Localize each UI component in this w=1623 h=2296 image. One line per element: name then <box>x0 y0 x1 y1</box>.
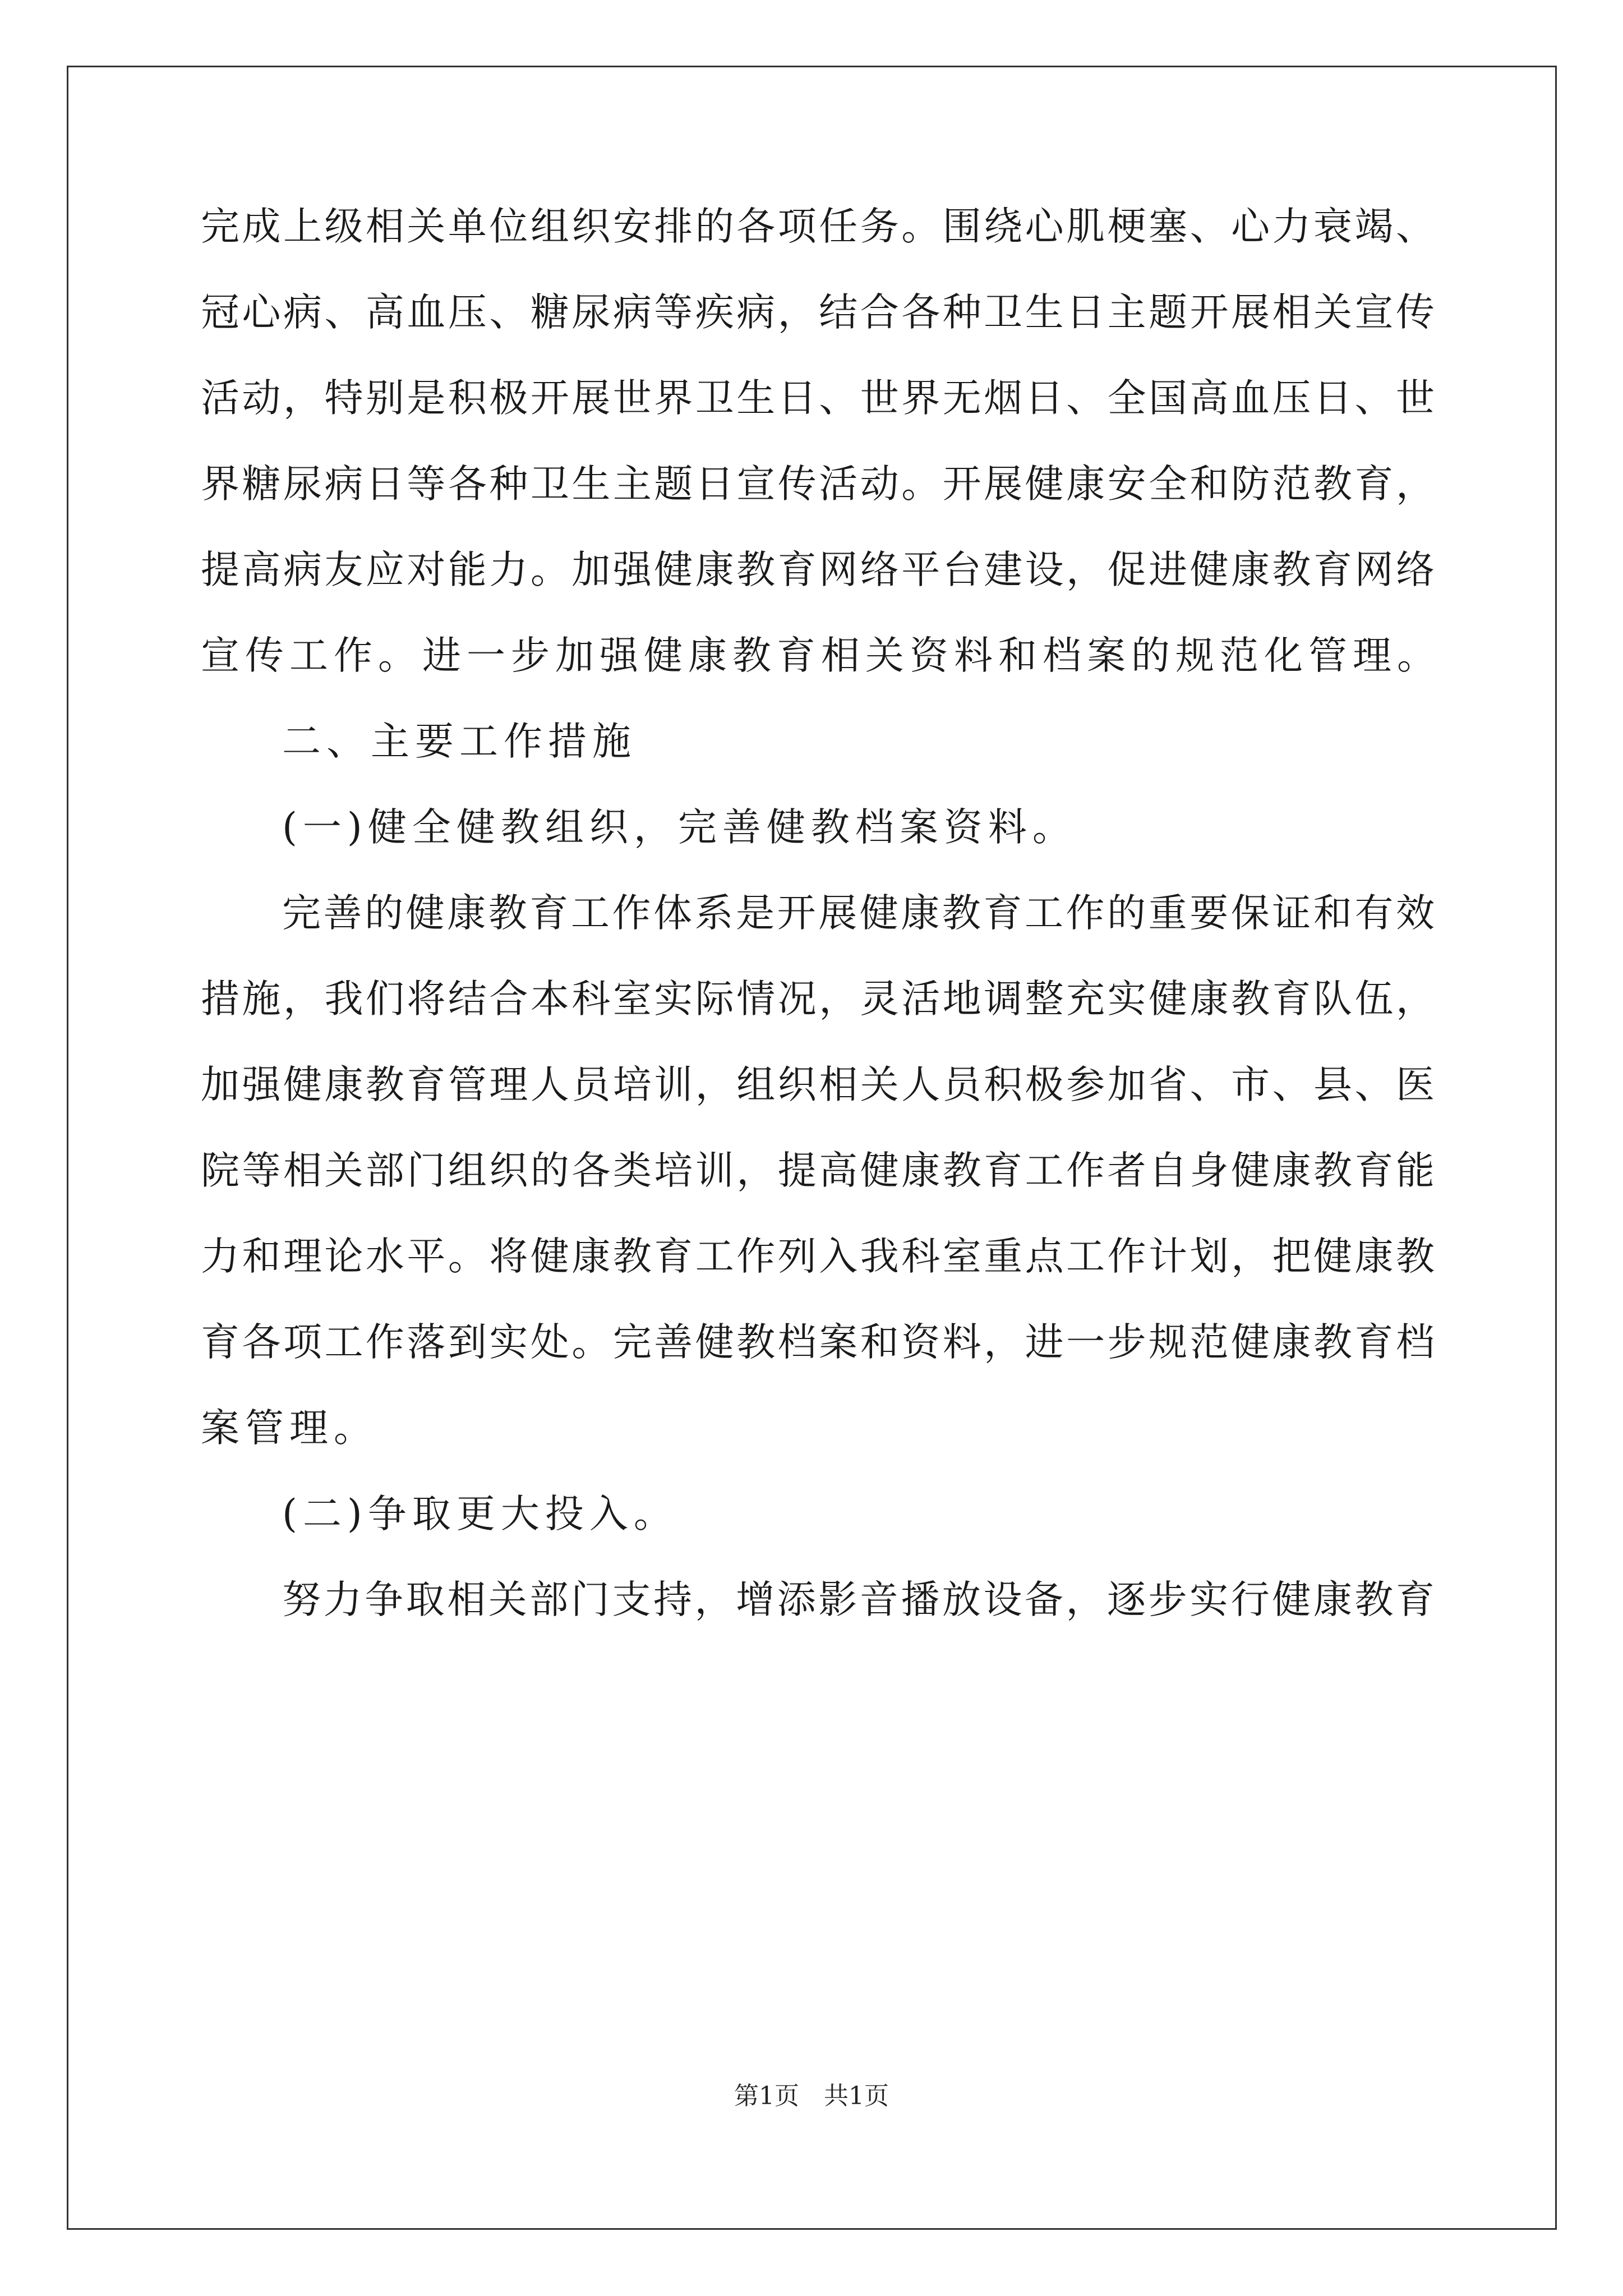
text-line: 提高病友应对能力。加强健康教育网络平台建设，促进健康教育网络 <box>201 547 1435 592</box>
text-line: 宣传工作。进一步加强健康教育相关资料和档案的规范化管理。 <box>201 633 1441 678</box>
page-number: 第1页 <box>734 2082 799 2110</box>
subsection-heading: (二)争取更大投入。 <box>282 1492 678 1536</box>
paragraph-first-line: 完善的健康教育工作体系是开展健康教育工作的重要保证和有效 <box>282 891 1435 936</box>
text-line: 育各项工作落到实处。完善健教档案和资料，进一步规范健康教育档 <box>201 1320 1435 1365</box>
text-line: 完成上级相关单位组织安排的各项任务。围绕心肌梗塞、心力衰竭、 <box>201 204 1435 249</box>
text-line: 界糖尿病日等各种卫生主题日宣传活动。开展健康安全和防范教育， <box>201 462 1435 507</box>
text-line: 力和理论水平。将健康教育工作列入我科室重点工作计划，把健康教 <box>201 1234 1435 1279</box>
text-line: 加强健康教育管理人员培训，组织相关人员积极参加省、市、县、医 <box>201 1062 1435 1107</box>
text-line: 活动，特别是积极开展世界卫生日、世界无烟日、全国高血压日、世 <box>201 376 1435 421</box>
paragraph-first-line: 努力争取相关部门支持，增添影音播放设备，逐步实行健康教育 <box>282 1577 1435 1622</box>
text-line: 冠心病、高血压、糖尿病等疾病，结合各种卫生日主题开展相关宣传 <box>201 290 1435 335</box>
page-total: 共1页 <box>824 2082 889 2110</box>
section-heading: 二、主要工作措施 <box>282 719 637 764</box>
text-line: 院等相关部门组织的各类培训，提高健康教育工作者自身健康教育能 <box>201 1148 1435 1193</box>
text-line: 措施，我们将结合本科室实际情况，灵活地调整充实健康教育队伍， <box>201 977 1435 1022</box>
text-line: 案管理。 <box>201 1406 378 1451</box>
page-footer <box>0 2076 1623 2111</box>
subsection-heading: (一)健全健教组织，完善健教档案资料。 <box>282 805 1077 850</box>
